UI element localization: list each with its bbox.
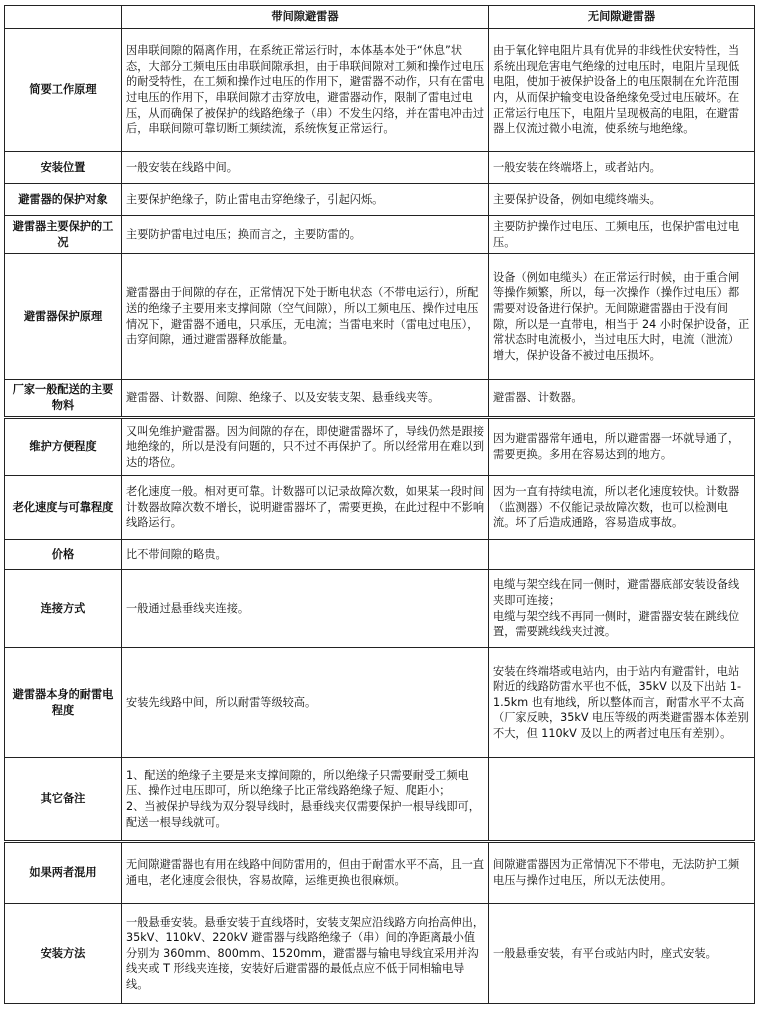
- header-row: [5, 6, 755, 29]
- cell-gapless: 因为一直有持续电流，所以老化速度较快。计数器（监测器）不仅能记录故障次数，也可以检测电流。坏了后造成通路，容易造成事故。: [489, 476, 755, 540]
- cell-gapless: 主要保护设备，例如电缆终端头。: [489, 184, 755, 216]
- row-label: 安装方法: [5, 904, 122, 1004]
- row-label: 如果两者混用: [5, 842, 122, 904]
- table-row: [5, 758, 755, 842]
- row-label: 避雷器保护原理: [5, 254, 122, 380]
- cell-gapless: 因为避雷器常年通电，所以避雷器一坏就导通了，需要更换。多用在容易达到的地方。: [489, 418, 755, 476]
- table-row: [5, 570, 755, 648]
- cell-gapless: [489, 540, 755, 570]
- cell-gapped: 1、配送的绝缘子主要是来支撑间隙的，所以绝缘子只需要耐受工频电压、操作过电压即可，所以绝缘子比正常线路绝缘子短、爬距小； 2、当被保护导线为双分裂导线时，悬垂线夹仅需要保护一根导线即可，配送一根导线就可。: [122, 758, 489, 842]
- row-label: 避雷器本身的耐雷电程度: [5, 648, 122, 758]
- table-row: [5, 476, 755, 540]
- cell-gapped: 主要防护雷电过电压；换而言之，主要防雷的。: [122, 216, 489, 254]
- cell-gapless: 主要防护操作过电压、工频电压，也保护雷电过电压。: [489, 216, 755, 254]
- cell-gapped: 避雷器、计数器、间隙、绝缘子、以及安装支架、悬垂线夹等。: [122, 380, 489, 418]
- cell-gapless: 避雷器、计数器。: [489, 380, 755, 418]
- cell-gapped: 主要保护绝缘子，防止雷电击穿绝缘子，引起闪烁。: [122, 184, 489, 216]
- cell-gapless: 由于氧化锌电阻片具有优异的非线性伏安特性，当系统出现危害电气绝缘的过电压时，电阻片呈现低电阻，使加于被保护设备上的电压限制在允许范围内，从而保护输变电设备绝缘免受过电压破坏。在正常运行电压下，电阻片呈现极高的电阻，在避雷器上仅流过微小电流，使系统与地绝缘。: [489, 29, 755, 152]
- row-label: 其它备注: [5, 758, 122, 842]
- table-row: [5, 842, 755, 904]
- row-label: 老化速度与可靠程度: [5, 476, 122, 540]
- row-label: 维护方便程度: [5, 418, 122, 476]
- table-row: [5, 904, 755, 1004]
- table-row: [5, 380, 755, 418]
- row-label: 避雷器的保护对象: [5, 184, 122, 216]
- cell-gapless: 电缆与架空线在同一侧时，避雷器底部安装设备线夹即可连接； 电缆与架空线不再同一侧时，避雷器安装在跳线位置，需要跳线线夹过渡。: [489, 570, 755, 648]
- cell-gapless: 设备（例如电缆头）在正常运行时候，由于重合闸等操作频繁，所以，每一次操作（操作过电压）都需要对设备进行保护。无间隙避雷器由于没有间隙，所以是一直带电，相当于 24 小时保护设备，正常状态时电流极小，当过电压大时，电流（泄流）增大，保护设备不被过电压损坏。: [489, 254, 755, 380]
- row-label: 避雷器主要保护的工况: [5, 216, 122, 254]
- cell-gapped: 无间隙避雷器也有用在线路中间防雷用的，但由于耐雷水平不高，且一直通电，老化速度会很快，容易故障，运维更换也很麻烦。: [122, 842, 489, 904]
- cell-gapless: [489, 758, 755, 842]
- header-gapped-arrester: 带间隙避雷器: [122, 6, 489, 29]
- row-label: 厂家一般配送的主要物料: [5, 380, 122, 418]
- cell-gapped: 比不带间隙的略贵。: [122, 540, 489, 570]
- cell-gapless: 间隙避雷器因为正常情况下不带电，无法防护工频电压与操作过电压，所以无法使用。: [489, 842, 755, 904]
- cell-gapped: 一般通过悬垂线夹连接。: [122, 570, 489, 648]
- cell-gapless: 安装在终端塔或电站内，由于站内有避雷针，电站附近的线路防雷水平也不低，35kV 以及下出站 1-1.5km 也有地线，所以整体而言，耐雷水平不太高（厂家反映，35kV 电压等级的两类避雷器本体差别不大，但 110kV 及以上的两者过电压有差别）。: [489, 648, 755, 758]
- table-row: [5, 184, 755, 216]
- table-row: [5, 152, 755, 184]
- table-row: [5, 418, 755, 476]
- table-row: [5, 29, 755, 152]
- table-row: [5, 254, 755, 380]
- table-row: [5, 648, 755, 758]
- cell-gapped: 老化速度一般。相对更可靠。计数器可以记录故障次数，如果某一段时间计数器故障次数不增长，说明避雷器坏了，需要更换，在此过程中不影响线路运行。: [122, 476, 489, 540]
- cell-gapped: 又叫免维护避雷器。因为间隙的存在，即使避雷器坏了，导线仍然是跟接地绝缘的，所以是没有问题的，只不过不再保护了。所以经常用在难以到达的塔位。: [122, 418, 489, 476]
- row-label: 价格: [5, 540, 122, 570]
- cell-gapped: 因串联间隙的隔离作用，在系统正常运行时，本体基本处于“休息”状态，大部分工频电压由串联间隙承担，由于串联间隙对工频和操作过电压的耐受特性，在工频和操作过电压的作用下，避雷器不动作，只有在雷电过电压的作用下，串联间隙才击穿放电，避雷器动作，限制了雷电过电压，从而确保了被保护的线路绝缘子（串）不发生闪络，并在雷电冲击过后，串联间隙可靠切断工频续流，系统恢复正常运行。: [122, 29, 489, 152]
- header-corner: [5, 6, 122, 29]
- cell-gapped: 避雷器由于间隙的存在，正常情况下处于断电状态（不带电运行），所配送的绝缘子主要用来支撑间隙（空气间隙），所以工频电压、操作过电压情况下，避雷器不通电，只承压，无电流；当雷电来时（雷电过电压），击穿间隙，通过避雷器释放能量。: [122, 254, 489, 380]
- cell-gapless: 一般安装在终端塔上，或者站内。: [489, 152, 755, 184]
- cell-gapless: 一般悬垂安装，有平台或站内时，座式安装。: [489, 904, 755, 1004]
- cell-gapped: 安装先线路中间，所以耐雷等级较高。: [122, 648, 489, 758]
- header-gapless-arrester: 无间隙避雷器: [489, 6, 755, 29]
- comparison-document: [4, 5, 754, 1004]
- table-row: [5, 540, 755, 570]
- row-label: 简要工作原理: [5, 29, 122, 152]
- cell-gapped: 一般安装在线路中间。: [122, 152, 489, 184]
- comparison-table: [4, 5, 755, 1004]
- cell-gapped: 一般悬垂安装。悬垂安装于直线塔时，安装支架应沿线路方向抬高伸出，35kV、110kV、220kV 避雷器与线路绝缘子（串）间的净距离最小值分别为 360mm、800mm、1520mm，避雷器与输电导线宜采用并沟线夹或 T 形线夹连接，安装好后避雷器的最低点应不低于同相输电导线。: [122, 904, 489, 1004]
- row-label: 连接方式: [5, 570, 122, 648]
- table-row: [5, 216, 755, 254]
- row-label: 安装位置: [5, 152, 122, 184]
